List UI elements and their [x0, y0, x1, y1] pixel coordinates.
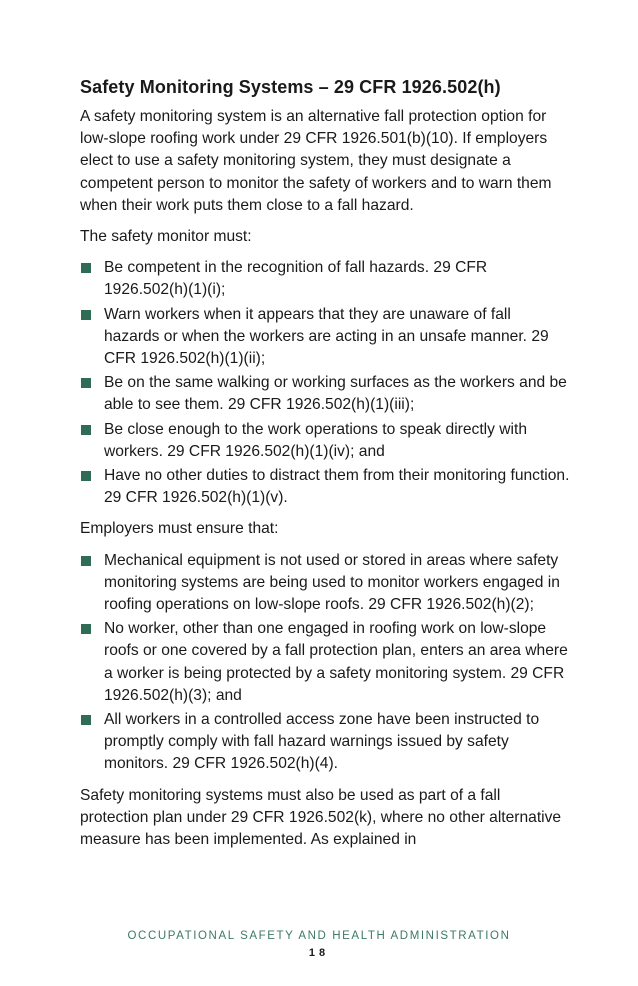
- page-number: 18: [308, 947, 330, 959]
- list-item: [80, 419, 570, 463]
- square-bullet-icon: [81, 425, 91, 435]
- list-item-text: Mechanical equipment is not used or stored in areas where safety monitoring systems are being used to monitor workers engaged in roofing operations on low-slope roofs. 29 CFR 1926.502(h)(2);: [104, 551, 560, 614]
- square-bullet-icon: [81, 624, 91, 634]
- employer-heading: Employers must ensure that:: [80, 520, 279, 538]
- list-item: [80, 550, 570, 617]
- monitor-duties-list: [80, 257, 570, 509]
- list-item: [80, 465, 570, 509]
- square-bullet-icon: [81, 556, 91, 566]
- list-item: [80, 709, 570, 776]
- list-item: [80, 304, 570, 371]
- list-item-text: All workers in a controlled access zone have been instructed to promptly comply with fall hazard warnings issued by safety monitors. 29 CFR 1926.502(h)(4).: [104, 711, 540, 773]
- monitor-heading: The safety monitor must:: [80, 228, 252, 246]
- list-item-text: Be on the same walking or working surfaces as the workers and be able to see them. 29 CFR 1926.502(h)(1)(iii);: [104, 374, 567, 414]
- section-title: Safety Monitoring Systems – 29 CFR 1926.502(h): [80, 77, 501, 97]
- square-bullet-icon: [81, 263, 91, 273]
- document-page: [80, 74, 570, 860]
- square-bullet-icon: [81, 378, 91, 388]
- list-item-text: No worker, other than one engaged in roofing work on low-slope roofs or one covered by a fall protection plan, enters an area where a worker is being protected by a safety monitoring system. 29 CFR 1926.502(h)(3); and: [104, 620, 568, 704]
- square-bullet-icon: [81, 471, 91, 481]
- list-item-text: Have no other duties to distract them from their monitoring function. 29 CFR 1926.502(h)(1)(v).: [104, 467, 570, 507]
- square-bullet-icon: [81, 715, 91, 725]
- list-item-text: Be close enough to the work operations to speak directly with workers. 29 CFR 1926.502(h)(1)(iv); and: [104, 420, 528, 460]
- list-item: [80, 618, 570, 707]
- closing-paragraph: Safety monitoring systems must also be used as part of a fall protection plan under 29 CFR 1926.502(k), where no other alternative measure has been implemented. As explained in: [80, 786, 562, 849]
- list-item: [80, 372, 570, 416]
- footer-agency: OCCUPATIONAL SAFETY AND HEALTH ADMINISTRATION: [127, 930, 511, 942]
- intro-paragraph: A safety monitoring system is an alternative fall protection option for low-slope roofing work under 29 CFR 1926.501(b)(10). If employers elect to use a safety monitoring system, they must designate a competent person to monitor the safety of workers and to warn them when their work puts them close to a fall hazard.: [80, 108, 552, 214]
- employer-duties-list: [80, 550, 570, 776]
- square-bullet-icon: [81, 310, 91, 320]
- list-item-text: Be competent in the recognition of fall hazards. 29 CFR 1926.502(h)(1)(i);: [104, 259, 488, 299]
- list-item-text: Warn workers when it appears that they are unaware of fall hazards or when the workers are acting in an unsafe manner. 29 CFR 1926.502(h)(1)(ii);: [104, 305, 549, 368]
- list-item: [80, 257, 570, 301]
